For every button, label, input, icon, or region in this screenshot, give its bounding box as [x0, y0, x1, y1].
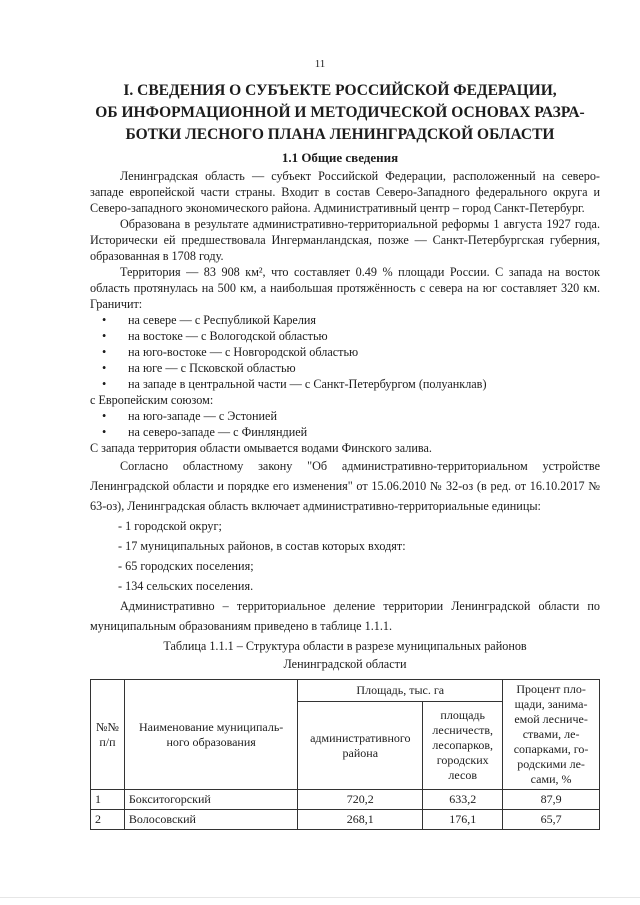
- paragraph: Согласно областному закону "Об административно-территориальном устройстве Ленинградской области и порядке его изменения" от 15.06.2010 № 32-оз (в ред. от 16.10.2017 № 63-оз), Ленинградская область включает административно-территориальные единицы:: [90, 459, 600, 513]
- caption-line: Ленинградской области: [283, 657, 407, 671]
- paragraph: Территория — 83 908 км², что составляет 0.49 % площади России. С запада на восток область протянулась на 500 км, а наибольшая протяжённость с севера на юг составляет 320 км. Граничит:: [90, 265, 600, 311]
- border-list-eu: [90, 408, 600, 440]
- list-item: • на западе в центральной части — с Санкт-Петербургом (полуанклав): [90, 376, 600, 392]
- table-header: Процент пло-щади, занима-емой лесниче-ствами, ле-сопарками, го-родскими ле-сами, %: [503, 680, 600, 790]
- list-item: - 1 городской округ;: [118, 519, 222, 533]
- page-edge-divider: [0, 897, 640, 898]
- list-item: - 17 муниципальных районов, в состав которых входят:: [118, 539, 406, 553]
- table-header: площадь лесничеств, лесопарков, городских лесов: [423, 702, 503, 790]
- table-header-row: [91, 680, 600, 702]
- table-header: Наименование муниципаль-ного образования: [124, 680, 297, 790]
- list-item: • на востоке — с Вологодской областью: [90, 328, 600, 344]
- table-cell: 1: [91, 790, 125, 810]
- table-row: [91, 810, 600, 830]
- list-item: • на северо-западе — с Финляндией: [90, 424, 600, 440]
- border-list-russia: [90, 312, 600, 392]
- list-item: - 134 сельских поселения.: [118, 579, 254, 593]
- table-header: №№ п/п: [91, 680, 125, 790]
- title-line: ОБ ИНФОРМАЦИОННОЙ И МЕТОДИЧЕСКОЙ ОСНОВАХ РАЗРА-: [95, 104, 585, 121]
- list-item: • на севере — с Республикой Карелия: [90, 312, 600, 328]
- table-header: административного района: [298, 702, 423, 790]
- table-cell: 633,2: [423, 790, 503, 810]
- table-caption: [90, 637, 600, 673]
- subsection-title: 1.1 Общие сведения: [281, 150, 399, 165]
- title-line: I. СВЕДЕНИЯ О СУБЪЕКТЕ РОССИЙСКОЙ ФЕДЕРАЦИИ,: [123, 82, 557, 99]
- table-header: Площадь, тыс. га: [298, 680, 503, 702]
- table-cell: 176,1: [423, 810, 503, 830]
- paragraph: Ленинградская область — субъект Российской Федерации, расположенный на северо-западе европейской части страны. Входит в состав Северо-Западного федерального округа и Северо-западного экономического района. Административный центр – город Санкт-Петербург.: [90, 169, 600, 215]
- list-item: - 65 городских поселения;: [118, 559, 254, 573]
- list-item: • на юге — с Псковской областью: [90, 360, 600, 376]
- paragraph: Административно – территориальное деление территории Ленинградской области по муниципальным образованиям приведено в таблице 1.1.1.: [90, 599, 600, 633]
- table-row: [91, 790, 600, 810]
- list-item: • на юго-западе — с Эстонией: [90, 408, 600, 424]
- table-cell: 2: [91, 810, 125, 830]
- table-cell: 720,2: [298, 790, 423, 810]
- list-item: • на юго-востоке — с Новгородской областью: [90, 344, 600, 360]
- section-title: [80, 80, 600, 146]
- paragraph: Образована в результате административно-территориальной реформы 1 августа 1927 года. Исторически ей предшествовала Ингерманландская, позже — Санкт-Петербургская губерния, образованная в 1708 году.: [90, 217, 600, 263]
- paragraph: с Европейским союзом:: [90, 393, 214, 407]
- table-cell: Бокситогорский: [124, 790, 297, 810]
- title-line: БОТКИ ЛЕСНОГО ПЛАНА ЛЕНИНГРАДСКОЙ ОБЛАСТИ: [125, 126, 555, 143]
- table-cell: Волосовский: [124, 810, 297, 830]
- table-cell: 65,7: [503, 810, 600, 830]
- body-text: [90, 168, 600, 636]
- caption-line: Таблица 1.1.1 – Структура области в разрезе муниципальных районов: [163, 639, 527, 653]
- page-number: 11: [314, 58, 326, 70]
- data-table: [90, 679, 600, 830]
- table-cell: 87,9: [503, 790, 600, 810]
- paragraph: С запада территория области омывается водами Финского залива.: [90, 441, 432, 455]
- table-cell: 268,1: [298, 810, 423, 830]
